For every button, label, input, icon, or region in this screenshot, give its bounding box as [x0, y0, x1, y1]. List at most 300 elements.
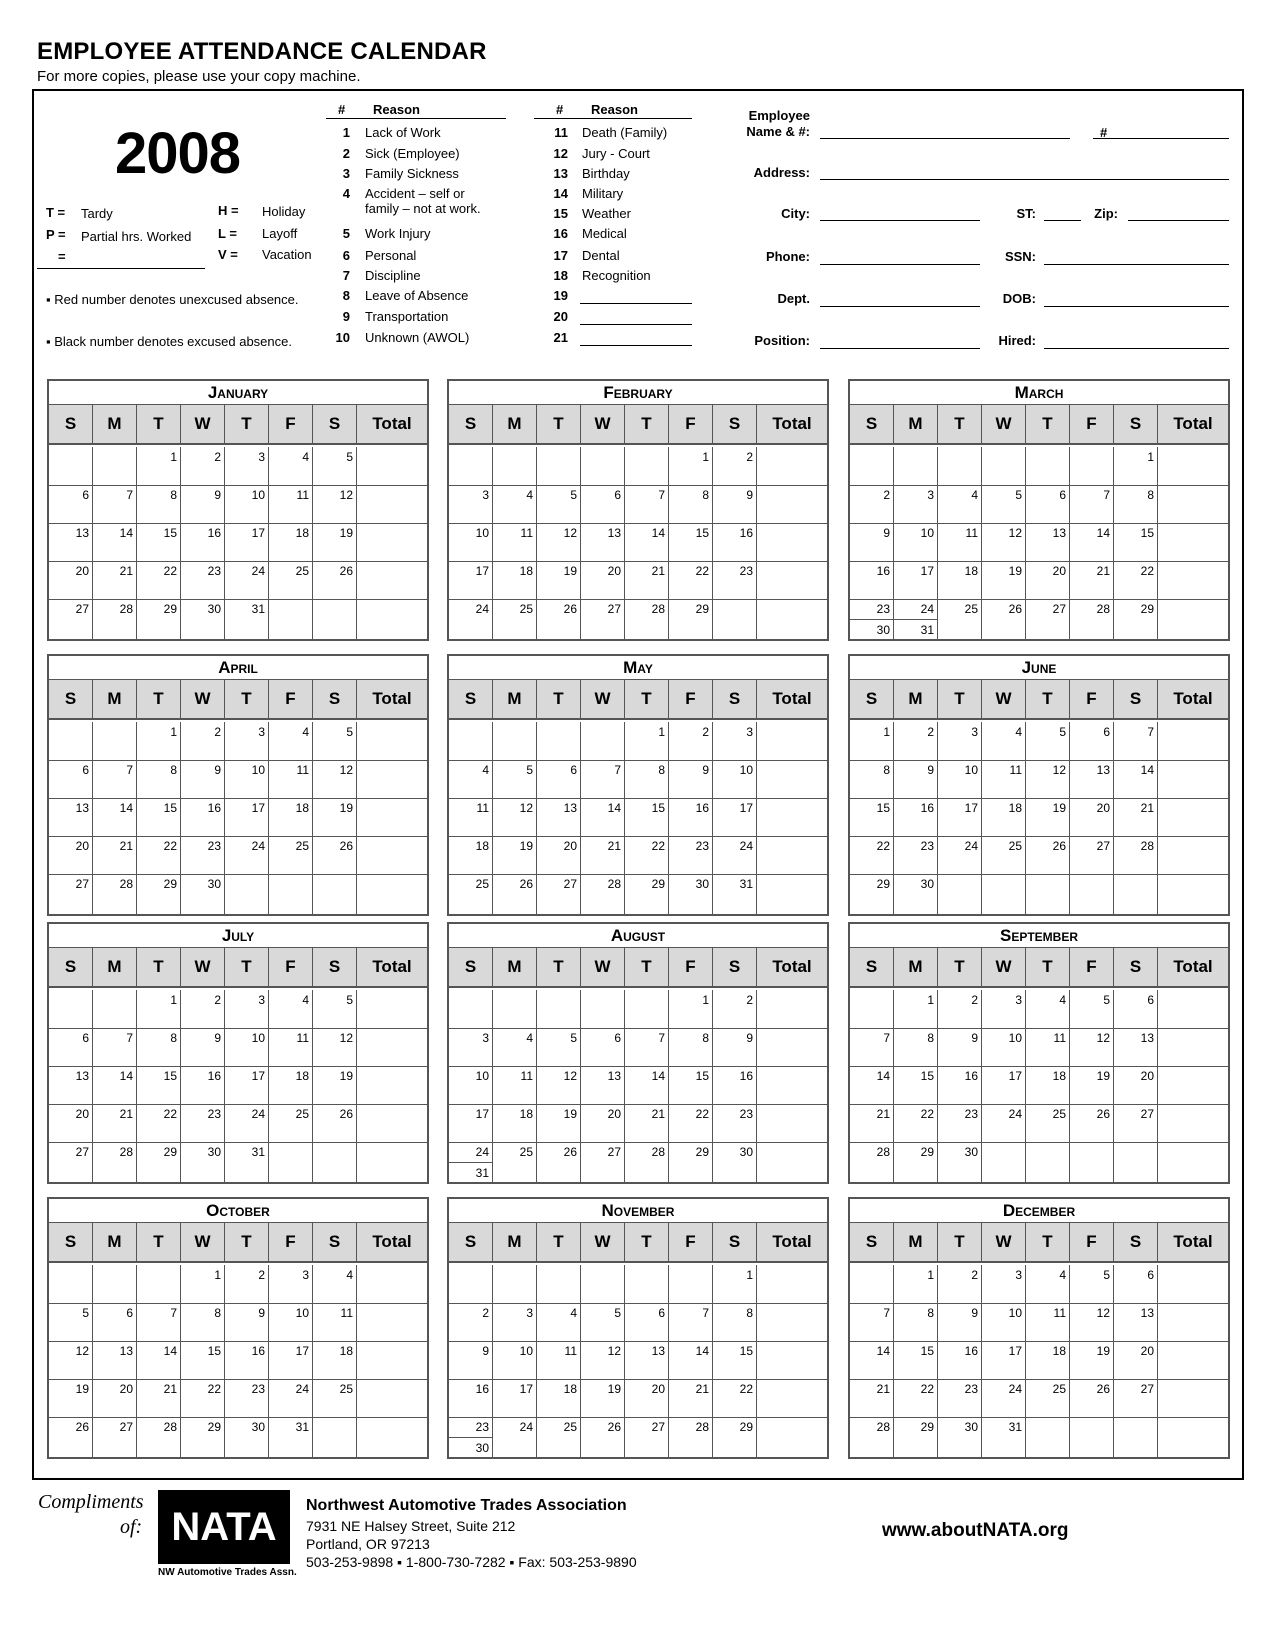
day-cell[interactable]: 22 — [163, 564, 177, 578]
day-cell[interactable]: 9 — [746, 488, 753, 502]
day-cell[interactable]: 29 — [163, 602, 177, 616]
day-cell[interactable]: 28 — [1096, 602, 1110, 616]
day-cell[interactable]: 7 — [126, 1031, 133, 1045]
day-cell[interactable]: 24 — [964, 839, 978, 853]
day-cell[interactable]: 6 — [1147, 1268, 1154, 1282]
day-cell[interactable]: 22 — [1140, 564, 1154, 578]
hired-field[interactable] — [1044, 348, 1229, 349]
reason-blank-field[interactable] — [580, 303, 692, 304]
day-cell[interactable]: 30 — [964, 1420, 978, 1434]
day-cell[interactable]: 6 — [126, 1306, 133, 1320]
day-cell[interactable]: 15 — [651, 801, 665, 815]
day-cell[interactable]: 28 — [119, 877, 133, 891]
day-cell[interactable]: 12 — [339, 488, 353, 502]
day-cell[interactable]: 12 — [607, 1344, 621, 1358]
day-cell[interactable]: 29 — [651, 877, 665, 891]
day-cell[interactable]: 10 — [475, 1069, 489, 1083]
day-cell[interactable]: 27 — [651, 1420, 665, 1434]
day-cell[interactable]: 22 — [695, 1107, 709, 1121]
day-cell[interactable]: 19 — [1052, 801, 1066, 815]
day-cell[interactable]: 12 — [1096, 1306, 1110, 1320]
day-cell[interactable]: 19 — [1008, 564, 1022, 578]
day-cell[interactable]: 19 — [1096, 1344, 1110, 1358]
day-cell[interactable]: 25 — [519, 1145, 533, 1159]
day-cell[interactable]: 18 — [1052, 1344, 1066, 1358]
day-cell[interactable]: 21 — [607, 839, 621, 853]
day-cell[interactable]: 23 — [964, 1382, 978, 1396]
day-cell[interactable]: 23 — [475, 1420, 489, 1434]
day-cell[interactable]: 23 — [964, 1107, 978, 1121]
day-cell[interactable]: 28 — [1140, 839, 1154, 853]
day-cell[interactable]: 12 — [519, 801, 533, 815]
day-cell[interactable]: 23 — [207, 839, 221, 853]
day-cell[interactable]: 12 — [339, 1031, 353, 1045]
day-cell[interactable]: 21 — [1140, 801, 1154, 815]
day-cell[interactable]: 30 — [207, 602, 221, 616]
day-cell[interactable]: 17 — [920, 564, 934, 578]
day-cell[interactable]: 13 — [1140, 1031, 1154, 1045]
day-cell[interactable]: 30 — [207, 1145, 221, 1159]
day-cell[interactable]: 29 — [920, 1145, 934, 1159]
day-cell[interactable]: 31 — [251, 602, 265, 616]
day-cell[interactable]: 18 — [339, 1344, 353, 1358]
day-cell[interactable]: 30 — [920, 877, 934, 891]
day-cell[interactable]: 15 — [163, 1069, 177, 1083]
day-cell[interactable]: 13 — [607, 526, 621, 540]
day-cell[interactable]: 27 — [1096, 839, 1110, 853]
day-cell[interactable]: 28 — [695, 1420, 709, 1434]
day-cell[interactable]: 18 — [1052, 1069, 1066, 1083]
day-cell[interactable]: 16 — [207, 801, 221, 815]
day-cell[interactable]: 17 — [251, 801, 265, 815]
day-cell[interactable]: 28 — [651, 602, 665, 616]
day-cell[interactable]: 2 — [746, 450, 753, 464]
day-cell[interactable]: 22 — [207, 1382, 221, 1396]
day-cell[interactable]: 26 — [563, 1145, 577, 1159]
ssn-field[interactable] — [1044, 264, 1229, 265]
day-cell[interactable]: 14 — [607, 801, 621, 815]
day-cell[interactable]: 18 — [519, 564, 533, 578]
day-cell[interactable]: 18 — [475, 839, 489, 853]
day-cell[interactable]: 30 — [695, 877, 709, 891]
day-cell[interactable]: 4 — [1059, 993, 1066, 1007]
day-cell[interactable]: 4 — [302, 993, 309, 1007]
day-cell[interactable]: 8 — [658, 763, 665, 777]
day-cell[interactable]: 25 — [1052, 1107, 1066, 1121]
day-cell[interactable]: 30 — [739, 1145, 753, 1159]
day-cell[interactable]: 19 — [339, 526, 353, 540]
day-cell[interactable]: 6 — [82, 1031, 89, 1045]
day-cell[interactable]: 18 — [964, 564, 978, 578]
day-cell[interactable]: 20 — [119, 1382, 133, 1396]
day-cell[interactable]: 19 — [563, 564, 577, 578]
day-cell[interactable]: 26 — [1052, 839, 1066, 853]
day-cell[interactable]: 28 — [119, 602, 133, 616]
day-cell[interactable]: 16 — [251, 1344, 265, 1358]
day-cell[interactable]: 5 — [1015, 488, 1022, 502]
reason-blank-field[interactable] — [580, 324, 692, 325]
day-cell[interactable]: 2 — [214, 450, 221, 464]
day-cell[interactable]: 28 — [607, 877, 621, 891]
day-cell[interactable]: 1 — [702, 450, 709, 464]
day-cell[interactable]: 4 — [526, 488, 533, 502]
day-cell[interactable]: 26 — [607, 1420, 621, 1434]
day-cell[interactable]: 24 — [475, 1145, 489, 1159]
day-cell[interactable]: 23 — [207, 564, 221, 578]
day-cell[interactable]: 22 — [651, 839, 665, 853]
day-cell[interactable]: 4 — [971, 488, 978, 502]
day-cell[interactable]: 1 — [927, 993, 934, 1007]
day-cell[interactable]: 4 — [346, 1268, 353, 1282]
day-cell[interactable]: 14 — [119, 801, 133, 815]
day-cell[interactable]: 10 — [251, 1031, 265, 1045]
day-cell[interactable]: 3 — [1015, 993, 1022, 1007]
day-cell[interactable]: 17 — [1008, 1344, 1022, 1358]
day-cell[interactable]: 16 — [475, 1382, 489, 1396]
day-cell[interactable]: 15 — [695, 1069, 709, 1083]
day-cell[interactable]: 24 — [251, 564, 265, 578]
day-cell[interactable]: 5 — [1059, 725, 1066, 739]
day-cell[interactable]: 24 — [251, 839, 265, 853]
day-cell[interactable]: 7 — [126, 488, 133, 502]
day-cell[interactable]: 22 — [163, 839, 177, 853]
day-cell[interactable]: 5 — [346, 993, 353, 1007]
day-cell[interactable]: 2 — [482, 1306, 489, 1320]
day-cell[interactable]: 7 — [702, 1306, 709, 1320]
day-cell[interactable]: 7 — [126, 763, 133, 777]
phone-field[interactable] — [820, 264, 980, 265]
day-cell[interactable]: 11 — [340, 1306, 353, 1320]
day-cell[interactable]: 25 — [563, 1420, 577, 1434]
day-cell[interactable]: 22 — [920, 1107, 934, 1121]
day-cell[interactable]: 17 — [251, 1069, 265, 1083]
day-cell[interactable]: 30 — [207, 877, 221, 891]
day-cell[interactable]: 26 — [339, 839, 353, 853]
day-cell[interactable]: 2 — [258, 1268, 265, 1282]
day-cell[interactable]: 19 — [75, 1382, 89, 1396]
day-cell[interactable]: 6 — [614, 488, 621, 502]
day-cell[interactable]: 11 — [965, 526, 978, 540]
day-cell[interactable]: 6 — [658, 1306, 665, 1320]
position-field[interactable] — [820, 348, 980, 349]
day-cell[interactable]: 23 — [739, 564, 753, 578]
day-cell[interactable]: 20 — [75, 1107, 89, 1121]
day-cell[interactable]: 20 — [563, 839, 577, 853]
day-cell[interactable]: 13 — [1052, 526, 1066, 540]
day-cell[interactable]: 17 — [251, 526, 265, 540]
day-cell[interactable]: 20 — [1140, 1069, 1154, 1083]
day-cell[interactable]: 27 — [607, 602, 621, 616]
day-cell[interactable]: 31 — [251, 1145, 265, 1159]
day-cell[interactable]: 25 — [1008, 839, 1022, 853]
day-cell[interactable]: 6 — [570, 763, 577, 777]
day-cell[interactable]: 14 — [163, 1344, 177, 1358]
day-cell[interactable]: 4 — [1059, 1268, 1066, 1282]
day-cell[interactable]: 9 — [927, 763, 934, 777]
day-cell[interactable]: 4 — [302, 725, 309, 739]
day-cell[interactable]: 20 — [1096, 801, 1110, 815]
day-cell[interactable]: 28 — [651, 1145, 665, 1159]
day-cell[interactable]: 21 — [119, 839, 133, 853]
day-cell[interactable]: 12 — [563, 1069, 577, 1083]
day-cell[interactable]: 23 — [876, 602, 890, 616]
day-cell[interactable]: 1 — [702, 993, 709, 1007]
day-cell[interactable]: 26 — [563, 602, 577, 616]
day-cell[interactable]: 22 — [920, 1382, 934, 1396]
day-cell[interactable]: 11 — [296, 1031, 309, 1045]
day-cell[interactable]: 9 — [214, 763, 221, 777]
day-cell[interactable]: 2 — [214, 993, 221, 1007]
day-cell[interactable]: 13 — [1140, 1306, 1154, 1320]
day-cell[interactable]: 18 — [563, 1382, 577, 1396]
day-cell[interactable]: 15 — [920, 1069, 934, 1083]
day-cell[interactable]: 8 — [927, 1306, 934, 1320]
day-cell[interactable]: 21 — [695, 1382, 709, 1396]
day-cell[interactable]: 25 — [339, 1382, 353, 1396]
day-cell[interactable]: 26 — [1008, 602, 1022, 616]
day-cell[interactable]: 9 — [702, 763, 709, 777]
day-cell[interactable]: 24 — [1008, 1107, 1022, 1121]
day-cell[interactable]: 12 — [339, 763, 353, 777]
day-cell[interactable]: 1 — [170, 993, 177, 1007]
day-cell[interactable]: 19 — [339, 1069, 353, 1083]
day-cell[interactable]: 8 — [1147, 488, 1154, 502]
day-cell[interactable]: 20 — [75, 839, 89, 853]
day-cell[interactable]: 10 — [295, 1306, 309, 1320]
day-cell[interactable]: 22 — [876, 839, 890, 853]
address-field[interactable] — [820, 179, 1229, 180]
day-cell[interactable]: 8 — [170, 763, 177, 777]
day-cell[interactable]: 18 — [295, 526, 309, 540]
day-cell[interactable]: 28 — [876, 1145, 890, 1159]
day-cell[interactable]: 19 — [563, 1107, 577, 1121]
day-cell[interactable]: 21 — [651, 1107, 665, 1121]
day-cell[interactable]: 15 — [207, 1344, 221, 1358]
website-link[interactable]: www.aboutNATA.org — [882, 1520, 1069, 1541]
day-cell[interactable]: 26 — [339, 1107, 353, 1121]
day-cell[interactable]: 5 — [1103, 993, 1110, 1007]
day-cell[interactable]: 12 — [75, 1344, 89, 1358]
day-cell[interactable]: 4 — [302, 450, 309, 464]
day-cell[interactable]: 8 — [170, 488, 177, 502]
day-cell[interactable]: 1 — [1147, 450, 1154, 464]
day-cell[interactable]: 3 — [927, 488, 934, 502]
day-cell[interactable]: 29 — [695, 1145, 709, 1159]
day-cell[interactable]: 1 — [170, 725, 177, 739]
day-cell[interactable]: 16 — [920, 801, 934, 815]
day-cell[interactable]: 3 — [258, 725, 265, 739]
day-cell[interactable]: 30 — [964, 1145, 978, 1159]
day-cell[interactable]: 14 — [695, 1344, 709, 1358]
day-cell[interactable]: 27 — [607, 1145, 621, 1159]
day-cell[interactable]: 3 — [258, 450, 265, 464]
day-cell[interactable]: 31 — [739, 877, 753, 891]
day-cell[interactable]: 7 — [658, 488, 665, 502]
day-cell[interactable]: 15 — [1140, 526, 1154, 540]
day-cell[interactable]: 15 — [163, 526, 177, 540]
day-cell[interactable]: 29 — [163, 1145, 177, 1159]
day-cell[interactable]: 30 — [876, 623, 890, 637]
day-cell[interactable]: 3 — [302, 1268, 309, 1282]
day-cell[interactable]: 8 — [702, 1031, 709, 1045]
day-cell[interactable]: 27 — [119, 1420, 133, 1434]
day-cell[interactable]: 17 — [964, 801, 978, 815]
day-cell[interactable]: 23 — [251, 1382, 265, 1396]
day-cell[interactable]: 17 — [475, 1107, 489, 1121]
day-cell[interactable]: 26 — [519, 877, 533, 891]
day-cell[interactable]: 8 — [883, 763, 890, 777]
day-cell[interactable]: 9 — [214, 1031, 221, 1045]
day-cell[interactable]: 24 — [251, 1107, 265, 1121]
day-cell[interactable]: 5 — [570, 488, 577, 502]
day-cell[interactable]: 13 — [75, 801, 89, 815]
day-cell[interactable]: 27 — [75, 1145, 89, 1159]
day-cell[interactable]: 11 — [520, 526, 533, 540]
day-cell[interactable]: 9 — [971, 1306, 978, 1320]
day-cell[interactable]: 19 — [519, 839, 533, 853]
day-cell[interactable]: 1 — [658, 725, 665, 739]
day-cell[interactable]: 6 — [1059, 488, 1066, 502]
day-cell[interactable]: 11 — [520, 1069, 533, 1083]
day-cell[interactable]: 5 — [346, 450, 353, 464]
day-cell[interactable]: 25 — [1052, 1382, 1066, 1396]
day-cell[interactable]: 10 — [251, 488, 265, 502]
day-cell[interactable]: 17 — [1008, 1069, 1022, 1083]
day-cell[interactable]: 29 — [876, 877, 890, 891]
day-cell[interactable]: 2 — [702, 725, 709, 739]
day-cell[interactable]: 24 — [1008, 1382, 1022, 1396]
day-cell[interactable]: 1 — [170, 450, 177, 464]
day-cell[interactable]: 13 — [119, 1344, 133, 1358]
day-cell[interactable]: 3 — [482, 488, 489, 502]
day-cell[interactable]: 23 — [920, 839, 934, 853]
day-cell[interactable]: 18 — [519, 1107, 533, 1121]
day-cell[interactable]: 13 — [1096, 763, 1110, 777]
day-cell[interactable]: 7 — [883, 1031, 890, 1045]
day-cell[interactable]: 20 — [607, 564, 621, 578]
day-cell[interactable]: 12 — [563, 526, 577, 540]
day-cell[interactable]: 23 — [739, 1107, 753, 1121]
day-cell[interactable]: 12 — [1096, 1031, 1110, 1045]
day-cell[interactable]: 11 — [476, 801, 489, 815]
day-cell[interactable]: 16 — [207, 1069, 221, 1083]
day-cell[interactable]: 31 — [475, 1166, 489, 1180]
day-cell[interactable]: 15 — [739, 1344, 753, 1358]
day-cell[interactable]: 3 — [746, 725, 753, 739]
day-cell[interactable]: 5 — [526, 763, 533, 777]
day-cell[interactable]: 15 — [695, 526, 709, 540]
day-cell[interactable]: 10 — [475, 526, 489, 540]
day-cell[interactable]: 20 — [651, 1382, 665, 1396]
day-cell[interactable]: 3 — [482, 1031, 489, 1045]
day-cell[interactable]: 9 — [258, 1306, 265, 1320]
day-cell[interactable]: 21 — [876, 1382, 890, 1396]
day-cell[interactable]: 15 — [920, 1344, 934, 1358]
day-cell[interactable]: 12 — [1008, 526, 1022, 540]
city-field[interactable] — [820, 220, 980, 221]
day-cell[interactable]: 7 — [1103, 488, 1110, 502]
day-cell[interactable]: 6 — [82, 763, 89, 777]
day-cell[interactable]: 16 — [739, 1069, 753, 1083]
day-cell[interactable]: 28 — [876, 1420, 890, 1434]
day-cell[interactable]: 10 — [964, 763, 978, 777]
day-cell[interactable]: 21 — [651, 564, 665, 578]
day-cell[interactable]: 6 — [82, 488, 89, 502]
day-cell[interactable]: 3 — [258, 993, 265, 1007]
day-cell[interactable]: 19 — [1096, 1069, 1110, 1083]
day-cell[interactable]: 15 — [876, 801, 890, 815]
day-cell[interactable]: 27 — [1140, 1382, 1154, 1396]
day-cell[interactable]: 9 — [214, 488, 221, 502]
day-cell[interactable]: 29 — [1140, 602, 1154, 616]
day-cell[interactable]: 17 — [519, 1382, 533, 1396]
day-cell[interactable]: 16 — [695, 801, 709, 815]
day-cell[interactable]: 24 — [739, 839, 753, 853]
day-cell[interactable]: 16 — [964, 1344, 978, 1358]
day-cell[interactable]: 28 — [163, 1420, 177, 1434]
day-cell[interactable]: 29 — [163, 877, 177, 891]
zip-field[interactable] — [1128, 220, 1229, 221]
day-cell[interactable]: 20 — [1140, 1344, 1154, 1358]
day-cell[interactable]: 23 — [695, 839, 709, 853]
day-cell[interactable]: 30 — [475, 1441, 489, 1455]
day-cell[interactable]: 4 — [482, 763, 489, 777]
day-cell[interactable]: 12 — [1052, 763, 1066, 777]
day-cell[interactable]: 17 — [295, 1344, 309, 1358]
day-cell[interactable]: 25 — [475, 877, 489, 891]
day-cell[interactable]: 9 — [482, 1344, 489, 1358]
state-field[interactable] — [1044, 220, 1081, 221]
day-cell[interactable]: 7 — [883, 1306, 890, 1320]
day-cell[interactable]: 21 — [163, 1382, 177, 1396]
day-cell[interactable]: 5 — [614, 1306, 621, 1320]
day-cell[interactable]: 22 — [695, 564, 709, 578]
day-cell[interactable]: 18 — [1008, 801, 1022, 815]
day-cell[interactable]: 2 — [746, 993, 753, 1007]
day-cell[interactable]: 19 — [607, 1382, 621, 1396]
day-cell[interactable]: 14 — [876, 1344, 890, 1358]
day-cell[interactable]: 3 — [1015, 1268, 1022, 1282]
day-cell[interactable]: 10 — [251, 763, 265, 777]
day-cell[interactable]: 11 — [296, 488, 309, 502]
day-cell[interactable]: 10 — [739, 763, 753, 777]
day-cell[interactable]: 9 — [883, 526, 890, 540]
day-cell[interactable]: 5 — [570, 1031, 577, 1045]
day-cell[interactable]: 10 — [1008, 1306, 1022, 1320]
day-cell[interactable]: 16 — [964, 1069, 978, 1083]
day-cell[interactable]: 27 — [563, 877, 577, 891]
day-cell[interactable]: 14 — [1096, 526, 1110, 540]
day-cell[interactable]: 29 — [920, 1420, 934, 1434]
day-cell[interactable]: 24 — [295, 1382, 309, 1396]
day-cell[interactable]: 18 — [295, 1069, 309, 1083]
day-cell[interactable]: 25 — [295, 1107, 309, 1121]
day-cell[interactable]: 10 — [519, 1344, 533, 1358]
day-cell[interactable]: 8 — [927, 1031, 934, 1045]
day-cell[interactable]: 13 — [607, 1069, 621, 1083]
day-cell[interactable]: 26 — [75, 1420, 89, 1434]
day-cell[interactable]: 4 — [1015, 725, 1022, 739]
day-cell[interactable]: 17 — [739, 801, 753, 815]
day-cell[interactable]: 19 — [339, 801, 353, 815]
day-cell[interactable]: 14 — [651, 1069, 665, 1083]
day-cell[interactable]: 29 — [739, 1420, 753, 1434]
day-cell[interactable]: 22 — [163, 1107, 177, 1121]
day-cell[interactable]: 11 — [296, 763, 309, 777]
day-cell[interactable]: 11 — [1053, 1031, 1066, 1045]
day-cell[interactable]: 21 — [876, 1107, 890, 1121]
day-cell[interactable]: 4 — [570, 1306, 577, 1320]
